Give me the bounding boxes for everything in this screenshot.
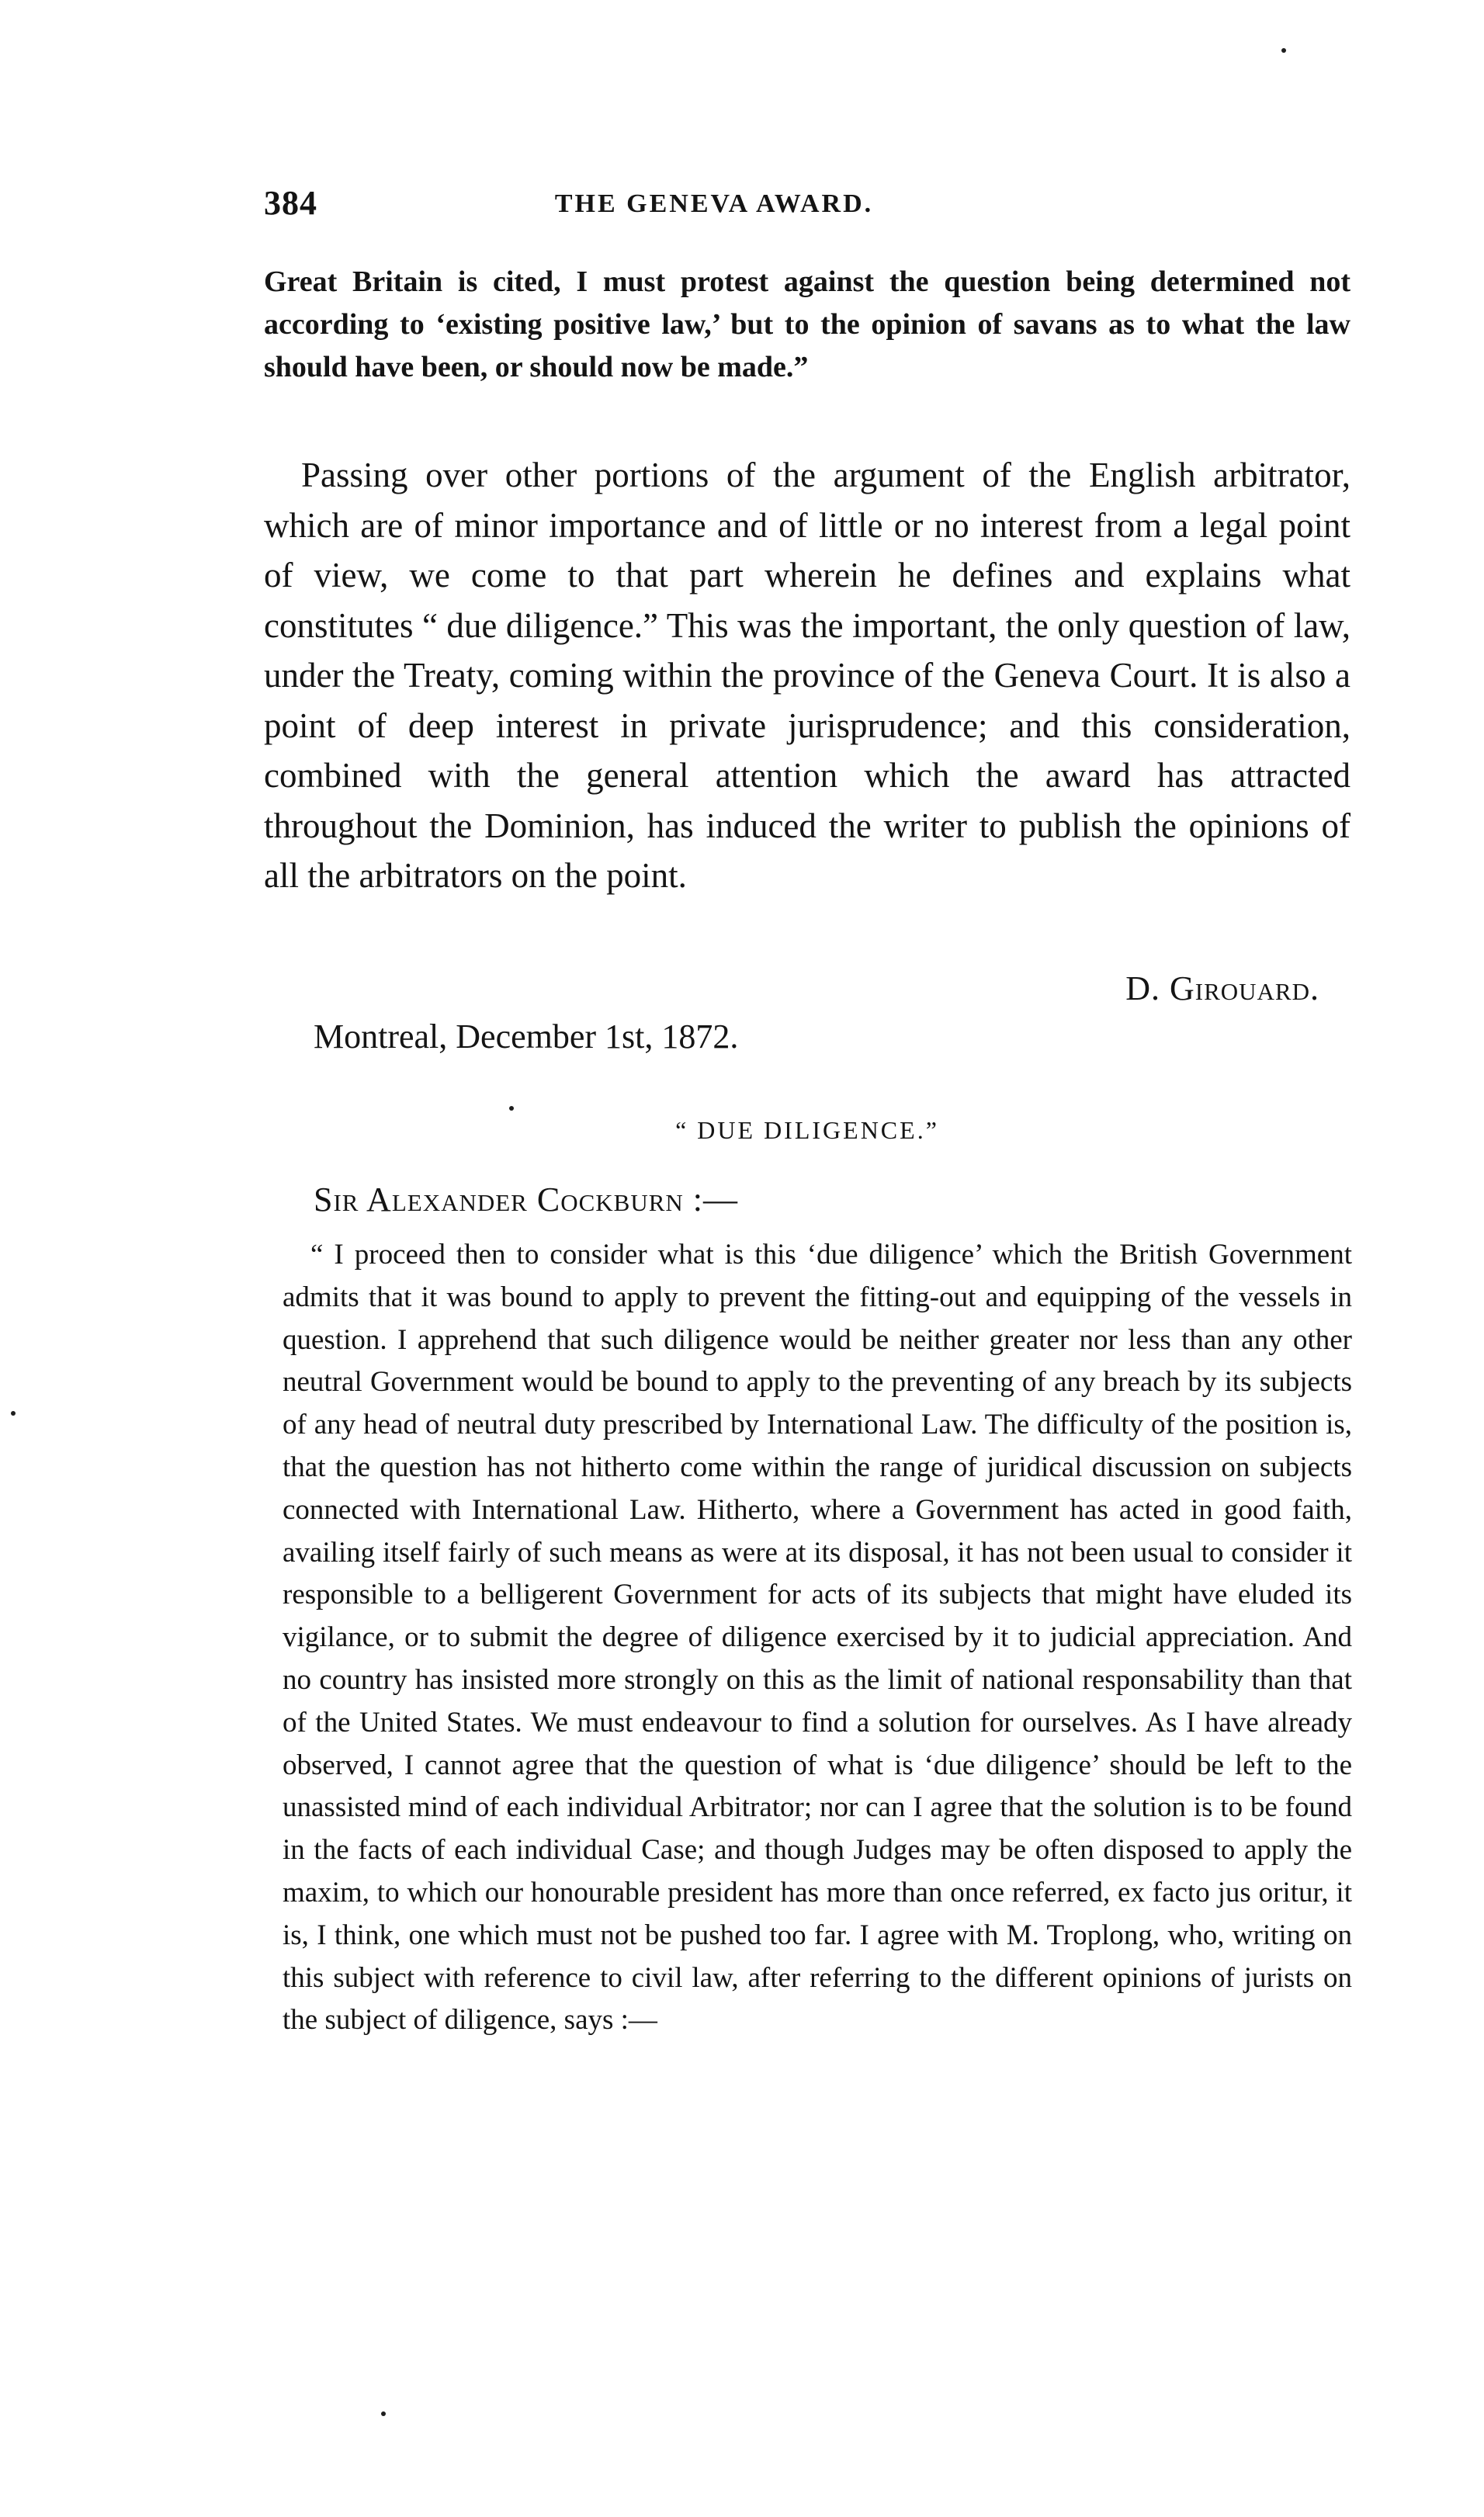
dateline: Montreal, December 1st, 1872. bbox=[314, 1018, 739, 1056]
author-signature: D. Girouard. bbox=[1125, 969, 1319, 1007]
page-header bbox=[264, 183, 1164, 230]
introductory-paragraph: Passing over other portions of the argument of the English arbitrator, which are of minor importance and of little or no interest from a legal point of view, we come to that part wherein he defines and explains what constitutes “ due diligence.” This was the important, the only question of law, under the Treaty, coming within the province of the Geneva Court. It is also a point of deep interest in private jurisprudence; and this consideration, combined with the general attention which the award has attracted throughout the Dominion, has induced the writer to publish the opinions of all the arbitrators on the point. bbox=[264, 456, 1351, 895]
quoted-argument: “ I proceed then to consider what is this ‘due diligence’ which the British Government admits that it was bound to apply to prevent the fitting-out and equipping of the vessels in question. I apprehend that such diligence would be neither greater nor less than any other neutral Government would be bound to apply to the preventing of any breach by its subjects of any head of neutral duty prescribed by International Law. The difficulty of the position is, that the question has not hitherto come within the range of juridical discussion on subjects connected with International Law. Hitherto, where a Government has acted in good faith, availing itself fairly of such means as were at its disposal, it has not been usual to consider it responsible to a belligerent Government for acts of its subjects that might have eluded its vigilance, or to submit the degree of diligence exercised by it to judicial appreciation. And no country has insisted more strongly on this as the limit of national responsability than that of the United States. We must endeavour to find a solution for ourselves. As I have already observed, I cannot agree that the question of what is ‘due diligence’ should be left to the unassisted mind of each individual Arbitrator; nor can I agree that the solution is to be found in the facts of each individual Case; and though Judges may be often disposed to apply the maxim, to which our honourable president has more than once referred, ex facto jus oritur, it is, I think, one which must not be pushed too far. I agree with M. Troplong, who, writing on this subject with reference to civil law, after referring to the different opinions of jurists on the subject of diligence, says :— bbox=[283, 1239, 1352, 2037]
page-number: 384 bbox=[264, 184, 317, 222]
paper-speck bbox=[1281, 48, 1286, 53]
paper-speck bbox=[11, 1411, 16, 1416]
running-title: THE GENEVA AWARD. bbox=[554, 189, 874, 218]
section-heading: “ DUE DILIGENCE.” bbox=[675, 1116, 939, 1144]
opening-paragraph: Great Britain is cited, I must protest against the question being determined not according to ‘existing positive law,’ but to the opinion of savans as to what the law should have been, or should now be made.” bbox=[264, 265, 1351, 383]
paper-speck bbox=[509, 1106, 514, 1111]
paper-speck bbox=[381, 2411, 386, 2416]
speaker-name: Sir Alexander Cockburn :— bbox=[314, 1180, 739, 1219]
